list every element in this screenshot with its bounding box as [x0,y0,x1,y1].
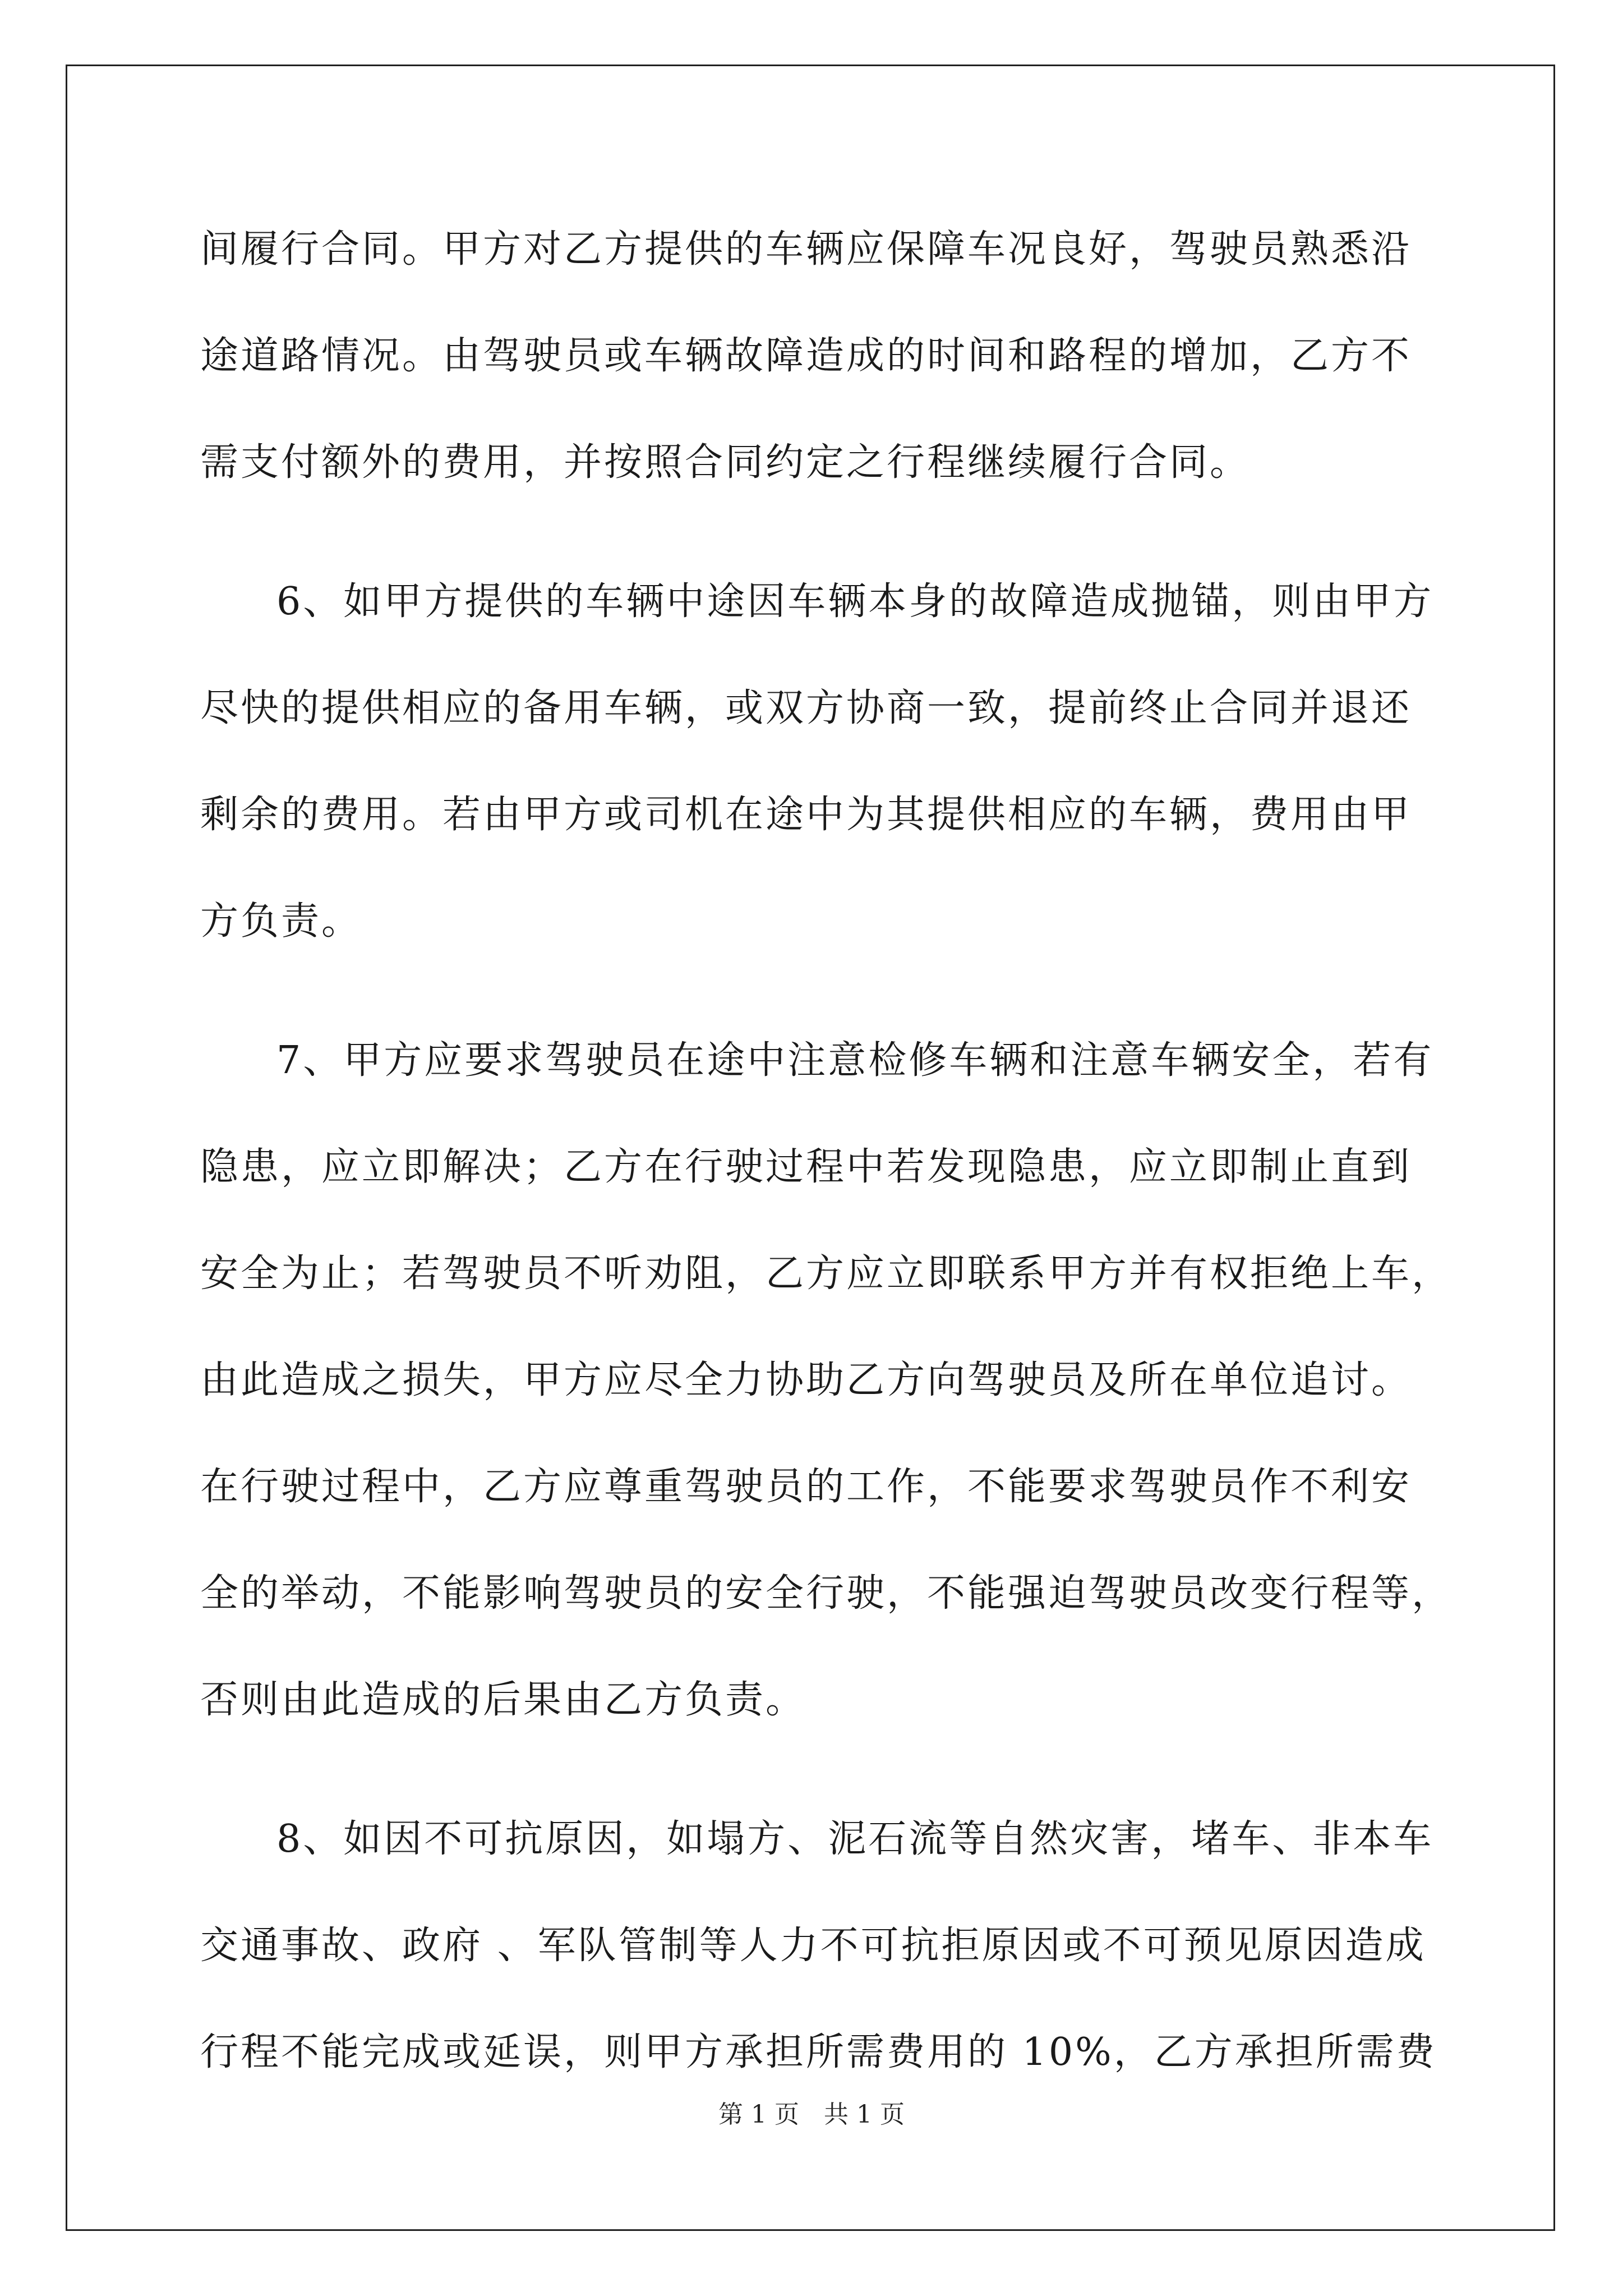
text-line: 全的举动，不能影响驾驶员的安全行驶，不能强迫驾驶员改变行程等， [200,1571,1453,1616]
text-line: 6、如甲方提供的车辆中途因车辆本身的故障造成抛锚，则由甲方 [276,579,1434,624]
text-line: 行程不能完成或延误，则甲方承担所需费用的 10%，乙方承担所需费 [200,2030,1437,2074]
text-line: 途道路情况。由驾驶员或车辆故障造成的时间和路程的增加，乙方不 [200,334,1412,378]
page-number: 第 1 页 [718,2100,799,2129]
text-line: 方负责。 [200,899,362,944]
paragraph-clause-8 [200,1786,1437,2106]
text-line: 隐患，应立即解决；乙方在行驶过程中若发现隐患，应立即制止直到 [200,1145,1412,1189]
paragraph-clause-6 [200,549,1434,975]
text-line: 7、甲方应要求驾驶员在途中注意检修车辆和注意车辆安全，若有 [276,1038,1434,1083]
page-footer [0,2098,1623,2132]
text-line: 尽快的提供相应的备用车辆，或双方协商一致，提前终止合同并退还 [200,686,1412,730]
text-line: 在行驶过程中，乙方应尊重驾驶员的工作，不能要求驾驶员作不利安 [200,1465,1412,1509]
total-pages: 共 1 页 [824,2100,905,2129]
text-line: 需支付额外的费用，并按照合同约定之行程继续履行合同。 [200,440,1251,485]
text-line: 安全为止；若驾驶员不听劝阻，乙方应立即联系甲方并有权拒绝上车， [200,1251,1453,1296]
text-line: 由此造成之损失，甲方应尽全力协助乙方向驾驶员及所在单位追讨。 [200,1358,1412,1402]
text-line: 8、如因不可抗原因，如塌方、泥石流等自然灾害，堵车、非本车 [276,1817,1434,1861]
text-line: 交通事故、政府 、军队管制等人力不可抗拒原因或不可预见原因造成 [200,1924,1426,1968]
paragraph-continuation [200,196,1428,516]
paragraph-clause-7 [200,1007,1453,1754]
document-body [200,196,1453,2106]
text-line: 间履行合同。甲方对乙方提供的车辆应保障车况良好，驾驶员熟悉沿 [200,227,1412,272]
text-line: 剩余的费用。若由甲方或司机在途中为其提供相应的车辆，费用由甲 [200,793,1412,837]
text-line: 否则由此造成的后果由乙方负责。 [200,1678,806,1722]
